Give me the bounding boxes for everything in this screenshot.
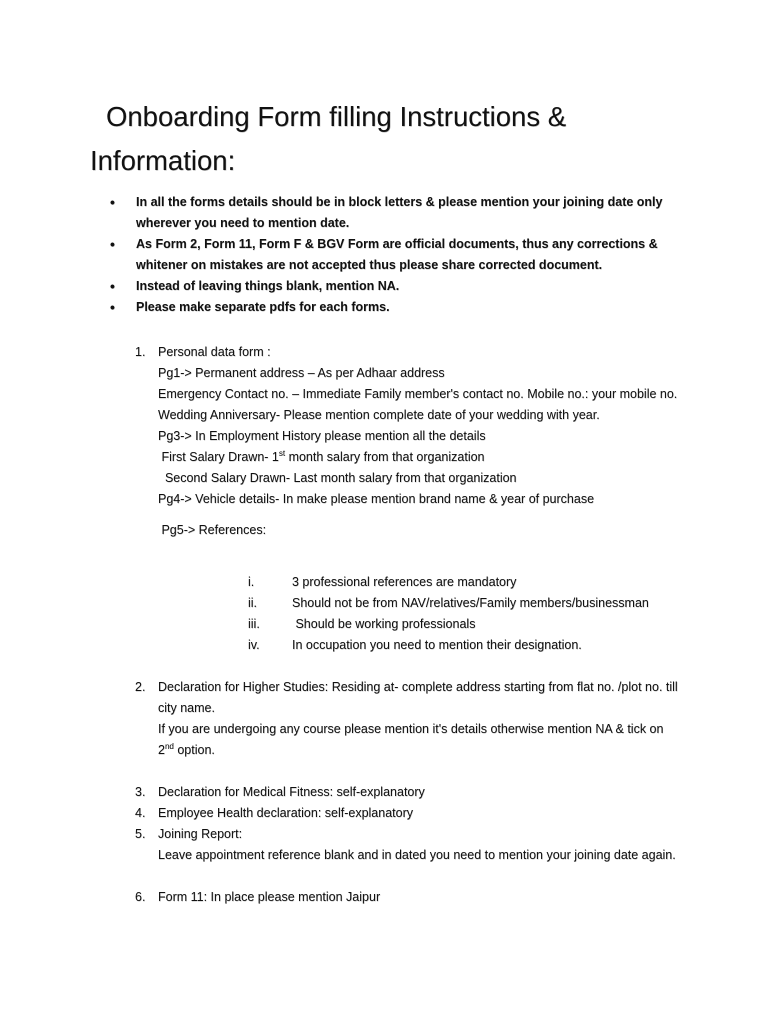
first-salary-line: First Salary Drawn- 1st month salary from that organization [158,448,485,464]
bullet-item [110,276,670,297]
bullet-icon: • [110,194,115,210]
bullet-text: Please make separate pdfs for each forms. [136,300,390,314]
bullet-text: As Form 2, Form 11, Form F & BGV Form are official documents, thus any corrections & whitener on mistakes are not accepted thus please share corrected document. [136,237,658,272]
reference-item: iii. Should be working professionals [248,617,476,631]
numbered-item-health-declaration: 4. Employee Health declaration: self-explanatory [135,806,413,820]
item-line: 2nd option. [158,741,215,757]
bullet-item [110,297,670,318]
vehicle-details-line: Pg4-> Vehicle details- In make please mention brand name & year of purchase [158,492,595,506]
bullet-text: In all the forms details should be in block letters & please mention your joining date only wherever you need to mention date. [136,195,663,230]
item-line: Pg1-> Permanent address – As per Adhaar address [158,366,445,380]
reference-item: ii. Should not be from NAV/relatives/Family members/businessman [248,596,649,610]
numbered-item-higher-studies: 2. Declaration for Higher Studies: Residing at- complete address starting from flat no. /plot no. till city name. If you are undergoing any course please mention it's details otherwise mention NA & tick on 2nd option. [130,677,690,761]
item-line: Leave appointment reference blank and in dated you need to mention your joining date again. [158,848,676,862]
reference-item: iv. In occupation you need to mention their designation. [248,638,582,652]
bullet-icon: • [110,278,115,294]
numbered-item-joining-report: 5. Joining Report: Leave appointment reference blank and in dated you need to mention your joining date again. [130,824,690,866]
numbered-item-medical-fitness: 3. Declaration for Medical Fitness: self-explanatory [135,785,425,799]
second-salary-line: Second Salary Drawn- Last month salary from that organization [158,471,517,485]
references-list [240,572,680,656]
item-heading: Personal data form : [158,345,271,359]
bullet-item [110,192,670,234]
bullet-text: Instead of leaving things blank, mention NA. [136,279,400,293]
page-title [90,95,690,183]
numbered-item-form-11: 6. Form 11: In place please mention Jaipur [135,890,381,904]
bullet-icon: • [110,299,115,315]
references-heading: Pg5-> References: [158,523,267,537]
item-line: Declaration for Higher Studies: Residing at- complete address starting from flat no. /plot no. till city name. [158,680,678,715]
numbered-item-personal-data [130,342,690,541]
item-line: Pg3-> In Employment History please mention all the details [158,429,486,443]
reference-item: i. 3 professional references are mandatory [248,575,517,589]
item-line: If you are undergoing any course please mention it's details otherwise mention NA & tick on [158,722,664,736]
item-line: Wedding Anniversary- Please mention complete date of your wedding with year. [158,408,600,422]
title-line-1: Onboarding Form filling Instructions & [106,101,567,132]
item-number: 1. [135,345,146,359]
bullet-item [110,234,670,276]
instructions-bullet-list [110,192,670,318]
item-line: Emergency Contact no. – Immediate Family member's contact no. Mobile no.: your mobile no. [158,387,678,401]
bullet-icon: • [110,236,115,252]
item-heading: Joining Report: [158,827,243,841]
title-line-2: Information: [90,145,236,176]
